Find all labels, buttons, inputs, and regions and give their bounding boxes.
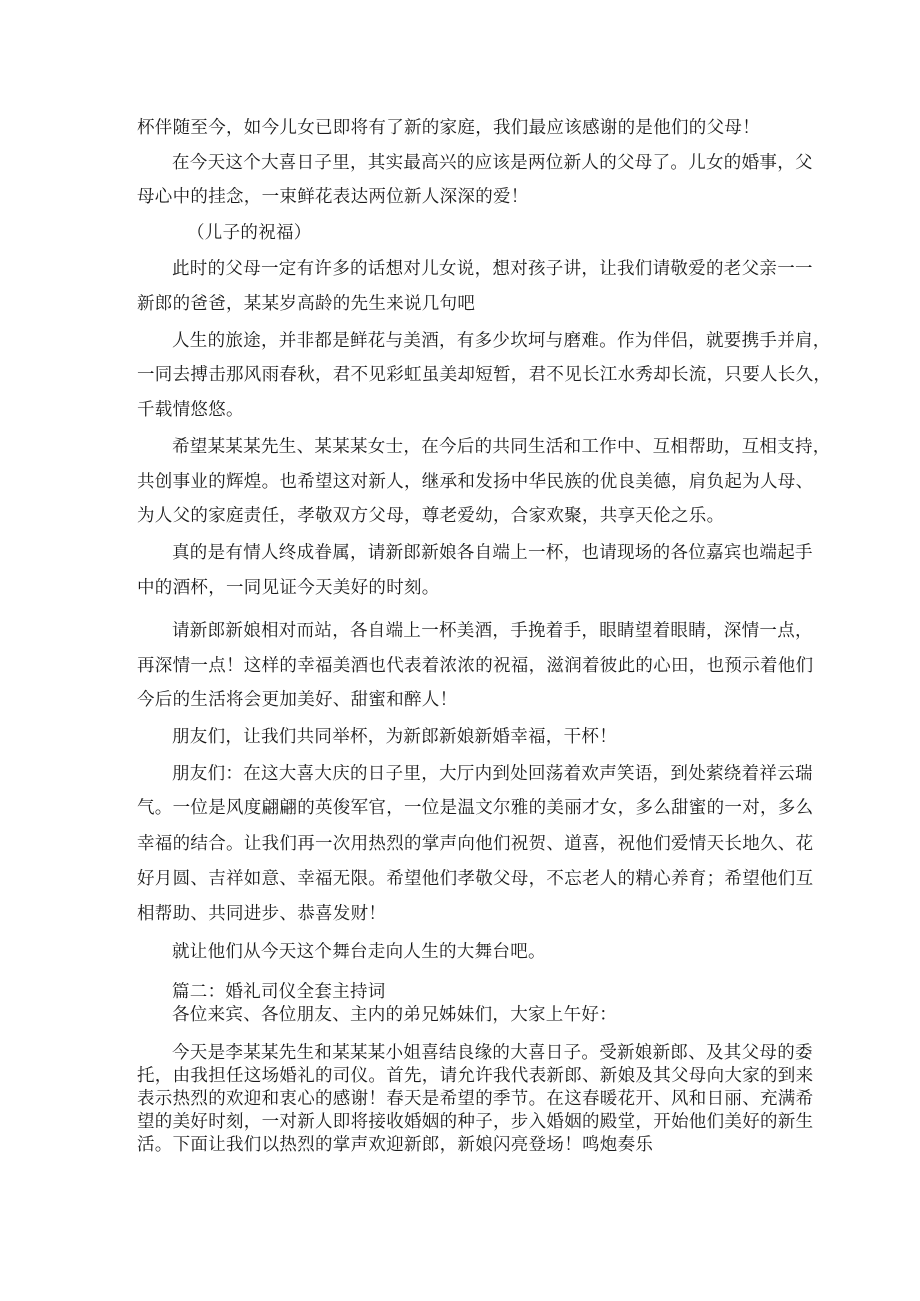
text-line: 相帮助、共同进步、恭喜发财！	[137, 904, 387, 924]
paragraph-line: 人生的旅途，并非都是鲜花与美酒，有多少坎坷与磨难。作为伴侣，就要携手并肩，	[172, 331, 831, 351]
section-title: 篇二：婚礼司仪全套主持词	[172, 982, 386, 1002]
paragraph-line: 在今天这个大喜日子里，其实最高兴的应该是两位新人的父母了。儿女的婚事，父	[172, 153, 813, 173]
text-line: 杯伴随至今，如今儿女已即将有了新的家庭，我们最应该感谢的是他们的父母！	[137, 118, 760, 138]
text-line: 再深情一点！这样的幸福美酒也代表着浓浓的祝福，滋润着彼此的心田，也预示着他们	[137, 656, 814, 676]
text-line: 千载情悠悠。	[137, 400, 244, 420]
paragraph-line: 希望某某某先生、某某某女士，在今后的共同生活和工作中、互相帮助，互相支持，	[172, 437, 831, 457]
text-line: 望的美好时刻，一对新人即将接收婚姻的种子，步入婚姻的殿堂，开始他们美好的新生	[137, 1112, 814, 1132]
greeting-line: 各位来宾、各位朋友、主内的弟兄姊妹们，大家上午好：	[172, 1005, 617, 1025]
paragraph-line: 就让他们从今天这个舞台走向人生的大舞台吧。	[172, 942, 546, 962]
text-line: 幸福的结合。让我们再一次用热烈的掌声向他们祝贺、道喜，祝他们爱情天长地久、花	[137, 834, 814, 854]
section-heading: （儿子的祝福）	[187, 223, 312, 243]
paragraph-line: 此时的父母一定有许多的话想对儿女说，想对孩子讲，让我们请敬爱的老父亲一一	[172, 259, 813, 279]
text-line: 共创事业的辉煌。也希望这对新人，继承和发扬中华民族的优良美德，肩负起为人母、	[137, 472, 814, 492]
text-line: 中的酒杯，一同见证今天美好的时刻。	[137, 578, 440, 598]
text-line: 托，由我担任这场婚礼的司仪。首先，请允许我代表新郎、新娘及其父母向大家的到来	[137, 1066, 814, 1086]
text-line: 气。一位是风度翩翩的英俊军官，一位是温文尔雅的美丽才女，多么甜蜜的一对，多么	[137, 798, 814, 818]
paragraph-line: 请新郎新娘相对而站，各自端上一杯美酒，手挽着手，眼睛望着眼睛，深情一点，	[172, 621, 813, 641]
paragraph-line: 朋友们，让我们共同举杯，为新郎新娘新婚幸福，干杯！	[172, 727, 617, 747]
text-line: 活。下面让我们以热烈的掌声欢迎新郎，新娘闪亮登场！鸣炮奏乐	[137, 1135, 654, 1155]
text-line: 一同去搏击那风雨春秋，君不见彩虹虽美却短暂，君不见长江水秀却长流，只要人长久，	[137, 365, 832, 385]
text-line: 新郎的爸爸，某某岁高龄的先生来说几句吧	[137, 294, 476, 314]
paragraph-line: 真的是有情人终成眷属，请新郎新娘各自端上一杯，也请现场的各位嘉宾也端起手	[172, 543, 813, 563]
text-line: 今后的生活将会更加美好、甜蜜和醉人！	[137, 690, 458, 710]
text-line: 好月圆、吉祥如意、幸福无限。希望他们孝敬父母，不忘老人的精心养育；希望他们互	[137, 869, 814, 889]
paragraph-line: 朋友们：在这大喜大庆的日子里，大厅内到处回荡着欢声笑语，到处萦绕着祥云瑞	[172, 764, 813, 784]
text-line: 母心中的挂念，一束鲜花表达两位新人深深的爱！	[137, 187, 529, 207]
paragraph-line: 今天是李某某先生和某某某小姐喜结良缘的大喜日子。受新娘新郎、及其父母的委	[172, 1043, 813, 1063]
text-line: 表示热烈的欢迎和衷心的感谢！春天是希望的季节。在这春暖花开、风和日丽、充满希	[137, 1089, 814, 1109]
text-line: 为人父的家庭责任，孝敬双方父母，尊老爱幼，合家欢聚，共享天伦之乐。	[137, 506, 725, 526]
